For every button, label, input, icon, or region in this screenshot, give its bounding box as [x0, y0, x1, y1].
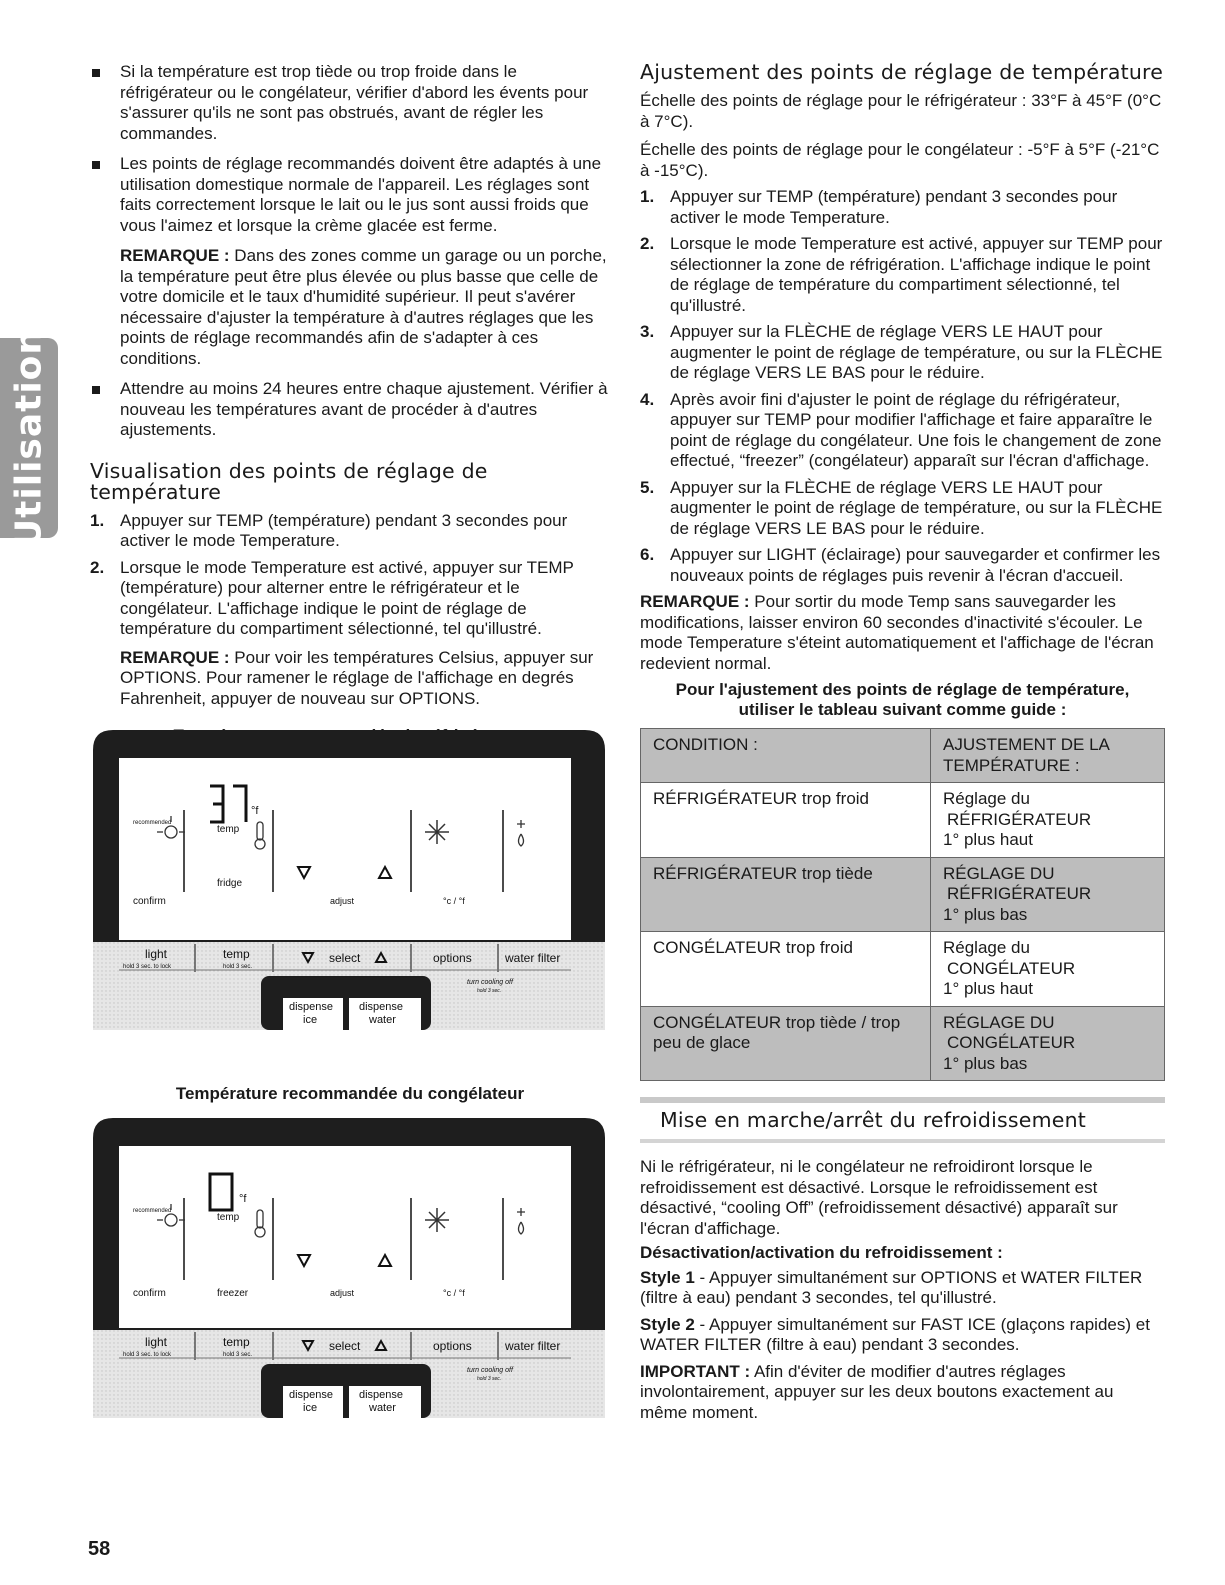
freezer-panel-caption: Température recommandée du congélateur	[175, 1084, 525, 1103]
note-label: REMARQUE :	[120, 246, 230, 265]
cooling-description: Ni le réfrigérateur, ni le congélateur ne refroidiront lorsque le refroidissement est désactivé. Lorsque le refroidissement est désactivé, “cooling Off” (refroidissement désactivé) apparaît sur l'écran d'affichage.	[640, 1157, 1118, 1238]
cell-line: Réglage du	[943, 789, 1030, 808]
table-cell	[931, 932, 1165, 1007]
unit-label: °f	[251, 805, 259, 817]
unit-toggle-label: °c / °f	[443, 1288, 465, 1298]
note-label: REMARQUE :	[640, 592, 750, 611]
dispense-ice-button[interactable]: dispense	[289, 1001, 334, 1013]
section-heading-visualisation: Visualisation des points de réglage de température	[90, 458, 488, 504]
water-filter-button[interactable]: water filter	[505, 951, 561, 965]
compartment-label: freezer	[217, 1288, 249, 1299]
important-label: IMPORTANT :	[640, 1361, 751, 1381]
turn-cooling-hint: turn cooling off	[467, 979, 513, 986]
step-number: 1.	[640, 187, 655, 206]
adjust-label: adjust	[330, 1288, 355, 1298]
adjust-label: adjust	[330, 896, 355, 906]
section-heading-cooling: Mise en marche/arrêt du refroidissement	[660, 1108, 1087, 1132]
dispense-water-button[interactable]: dispense	[359, 1001, 404, 1013]
temp-button-hint: hold 3 sec.	[223, 964, 253, 970]
section-rule	[640, 1139, 1165, 1143]
important-text: Afin d'éviter de modifier d'autres réglages involontairement, appuyer sur les deux boutons exactement au même moment.	[640, 1361, 1114, 1422]
cell-line: RÉFRIGÉRATEUR	[947, 809, 1092, 829]
table-cell: CONGÉLATEUR trop froid	[641, 932, 931, 1007]
step-text: Appuyer sur la FLÈCHE de réglage VERS LE HAUT pour augmenter le point de réglage de température, ou sur la FLÈCHE de réglage VERS LE BAS pour le réduire.	[670, 322, 1163, 382]
tips-list	[90, 62, 610, 441]
cell-line: Réglage du	[943, 938, 1030, 957]
table-row	[641, 1006, 1165, 1081]
table-cell: RÉFRIGÉRATEUR trop froid	[641, 783, 931, 858]
cell-line: 1° plus bas	[943, 904, 1028, 924]
step-item	[640, 322, 1165, 384]
note-text: Dans des zones comme un garage ou un porche, la température peut être plus élevée ou plus basse que celle de votre domicile et le taux d'humidité supérieur. Il peut s'avérer nécessaire d'ajuster la température à d'autres réglages que les points de réglage recommandés afin de s'adapter à ces conditions.	[120, 246, 607, 368]
step-text: Appuyer sur TEMP (température) pendant 3 secondes pour activer le mode Temperature.	[670, 187, 1118, 227]
turn-cooling-sub: hold 3 sec.	[477, 1376, 502, 1382]
right-column	[640, 62, 1165, 1423]
light-button[interactable]: light	[145, 947, 168, 961]
table-header: AJUSTEMENT DE LA TEMPÉRATURE :	[931, 729, 1165, 783]
adjustment-steps	[640, 187, 1165, 586]
ice-label: ice	[303, 1402, 318, 1414]
cell-line: RÉGLAGE DU	[943, 863, 1055, 883]
water-label: water	[369, 1402, 396, 1414]
tip-item	[90, 154, 610, 369]
step-item	[640, 478, 1165, 540]
cell-line: RÉFRIGÉRATEUR	[947, 884, 1092, 903]
table-caption	[640, 680, 1165, 720]
table-cell: RÉFRIGÉRATEUR trop tiède	[641, 857, 931, 932]
table-cell	[931, 857, 1165, 932]
table-cell: CONGÉLATEUR trop tiède / trop peu de glace	[641, 1006, 931, 1081]
step-item	[640, 390, 1165, 472]
style-2-instruction	[640, 1315, 1165, 1356]
temp-label: temp	[217, 1212, 240, 1223]
note-text: Pour sortir du mode Temp sans sauvegarder les modifications, laisser environ 60 secondes d'inactivité s'écouler. Le mode Temperature s'éteint automatiquement et l'affichage de l'écran redevient normal.	[640, 592, 1154, 673]
step-number: 6.	[640, 545, 655, 564]
step-item	[640, 187, 1165, 228]
confirm-label: confirm	[133, 1288, 166, 1299]
page-number: 58	[88, 1538, 111, 1560]
cell-line: CONGÉLATEUR	[947, 958, 1076, 978]
select-button[interactable]: select	[329, 951, 361, 965]
cooling-subheading: Désactivation/activation du refroidissement :	[640, 1243, 1003, 1262]
recommended-label: recommended	[133, 1208, 172, 1214]
light-button-hint: hold 3 sec. to lock	[123, 964, 172, 970]
unit-toggle-label: °c / °f	[443, 896, 465, 906]
step-item	[640, 234, 1165, 316]
recommended-label: recommended	[133, 820, 172, 826]
fridge-range: Échelle des points de réglage pour le réfrigérateur : 33°F à 45°F (0°C à 7°C).	[640, 91, 1162, 131]
step-number: 3.	[640, 322, 655, 341]
temp-button[interactable]: temp	[223, 947, 250, 961]
table-row	[641, 932, 1165, 1007]
step-text: Lorsque le mode Temperature est activé, appuyer sur TEMP pour sélectionner la zone de réfrigération. L'affichage indique le point de réglage de température du compartiment sélectionné, tel qu'illustré.	[670, 234, 1163, 315]
adjustment-guide-table	[640, 728, 1165, 1081]
turn-cooling-sub: hold 3 sec.	[477, 988, 502, 994]
water-label: water	[369, 1014, 396, 1026]
side-tab-label: Utilisation	[8, 327, 50, 549]
unit-label: °f	[239, 1193, 247, 1205]
options-button[interactable]: options	[433, 951, 472, 965]
cell-line: 1° plus haut	[943, 830, 1033, 849]
step-item	[90, 511, 610, 552]
table-header: CONDITION :	[641, 729, 931, 783]
style-text: - Appuyer simultanément sur FAST ICE (glaçons rapides) et WATER FILTER (filtre à eau) pendant 3 secondes.	[640, 1314, 1150, 1354]
select-button[interactable]: select	[329, 1339, 361, 1353]
table-row	[641, 783, 1165, 858]
section-side-tab	[0, 327, 58, 549]
freezer-range: Échelle des points de réglage pour le congélateur : -5°F à 5°F (-21°C à -15°C).	[640, 140, 1160, 180]
note-celsius	[120, 648, 610, 710]
table-cell	[931, 1006, 1165, 1081]
confirm-label: confirm	[133, 896, 166, 907]
tip-item: Attendre au moins 24 heures entre chaque ajustement. Vérifier à nouveau les températures avant de procéder à d'autres ajustements.	[90, 379, 610, 441]
dispense-water-button[interactable]: dispense	[359, 1389, 404, 1401]
table-cell	[931, 783, 1165, 858]
note-garage	[120, 246, 610, 369]
note-text: Pour voir les températures Celsius, appuyer sur OPTIONS. Pour ramener le réglage de l'affichage en degrés Fahrenheit, appuyer de nouveau sur OPTIONS.	[120, 647, 594, 708]
step-text: Appuyer sur LIGHT (éclairage) pour sauvegarder et confirmer les nouveaux points de réglages puis revenir à l'écran d'accueil.	[670, 545, 1161, 585]
style-text: - Appuyer simultanément sur OPTIONS et WATER FILTER (filtre à eau) pendant 3 secondes, tel qu'illustré.	[640, 1267, 1143, 1307]
step-item	[90, 558, 610, 710]
table-row	[641, 857, 1165, 932]
visualisation-steps	[90, 511, 610, 710]
step-text: Appuyer sur la FLÈCHE de réglage VERS LE HAUT pour augmenter le point de réglage de température, ou sur la FLÈCHE de réglage VERS LE BAS pour le réduire.	[670, 477, 1163, 538]
left-column	[90, 62, 610, 715]
step-text: Lorsque le mode Temperature est activé, appuyer sur TEMP (température) pour alterner entre le réfrigérateur et le congélateur. L'affichage indique le point de réglage de température du compartiment sélectionné, tel qu'illustré.	[120, 557, 574, 638]
table-header-row	[641, 729, 1165, 783]
step-text: Appuyer sur TEMP (température) pendant 3 secondes pour activer le mode Temperature.	[120, 510, 568, 550]
turn-cooling-hint: turn cooling off	[467, 1367, 513, 1374]
temp-button[interactable]: temp	[223, 1335, 250, 1349]
style-label: Style 2	[640, 1314, 695, 1334]
temp-button-hint: hold 3 sec.	[223, 1352, 253, 1358]
cell-line: RÉGLAGE DU	[943, 1012, 1055, 1032]
table-caption-line: utiliser le tableau suivant comme guide :	[738, 700, 1067, 719]
light-button-hint: hold 3 sec. to lock	[123, 1352, 172, 1358]
cell-line: 1° plus bas	[943, 1053, 1028, 1073]
step-text: Après avoir fini d'ajuster le point de réglage du réfrigérateur, appuyer sur TEMP pour modifier l'affichage et faire apparaître le point de réglage du congélateur. Une fois le changement de zone effectué, “freezer” (congélateur) apparaît sur l'écran d'affichage.	[670, 389, 1162, 470]
step-item	[640, 545, 1165, 586]
note-exit	[640, 592, 1165, 674]
style-1-instruction	[640, 1268, 1165, 1309]
temp-label: temp	[217, 824, 240, 835]
step-number: 2.	[90, 557, 105, 577]
cell-line: CONGÉLATEUR	[947, 1033, 1076, 1052]
dispense-ice-button[interactable]: dispense	[289, 1389, 334, 1401]
step-number: 5.	[640, 477, 655, 497]
water-filter-button[interactable]: water filter	[505, 1339, 561, 1353]
ice-label: ice	[303, 1014, 318, 1026]
style-label: Style 1	[640, 1267, 695, 1287]
options-button[interactable]: options	[433, 1339, 472, 1353]
freezer-control-panel	[93, 1118, 605, 1418]
compartment-label: fridge	[217, 878, 243, 889]
important-note	[640, 1362, 1165, 1424]
step-number: 2.	[640, 234, 655, 253]
step-number: 4.	[640, 389, 655, 409]
section-heading-adjustment: Ajustement des points de réglage de température	[640, 60, 1164, 84]
step-number: 1.	[90, 510, 105, 530]
fridge-control-panel	[93, 730, 605, 1030]
tip-item: Si la température est trop tiède ou trop froide dans le réfrigérateur ou le congélateur, vérifier d'abord les évents pour s'assurer qu'ils ne sont pas obstrués, avant de régler les commandes.	[90, 62, 610, 144]
table-caption-line: Pour l'ajustement des points de réglage de température,	[675, 680, 1130, 699]
cell-line: 1° plus haut	[943, 979, 1033, 998]
tip-text: Les points de réglage recommandés doivent être adaptés à une utilisation domestique normale de l'appareil. Les réglages sont faits correctement lorsque le lait ou le jus sont aussi froids que vous l'aimez et lorsque la crème glacée est ferme.	[120, 154, 602, 235]
light-button[interactable]: light	[145, 1335, 168, 1349]
note-label: REMARQUE :	[120, 647, 230, 667]
